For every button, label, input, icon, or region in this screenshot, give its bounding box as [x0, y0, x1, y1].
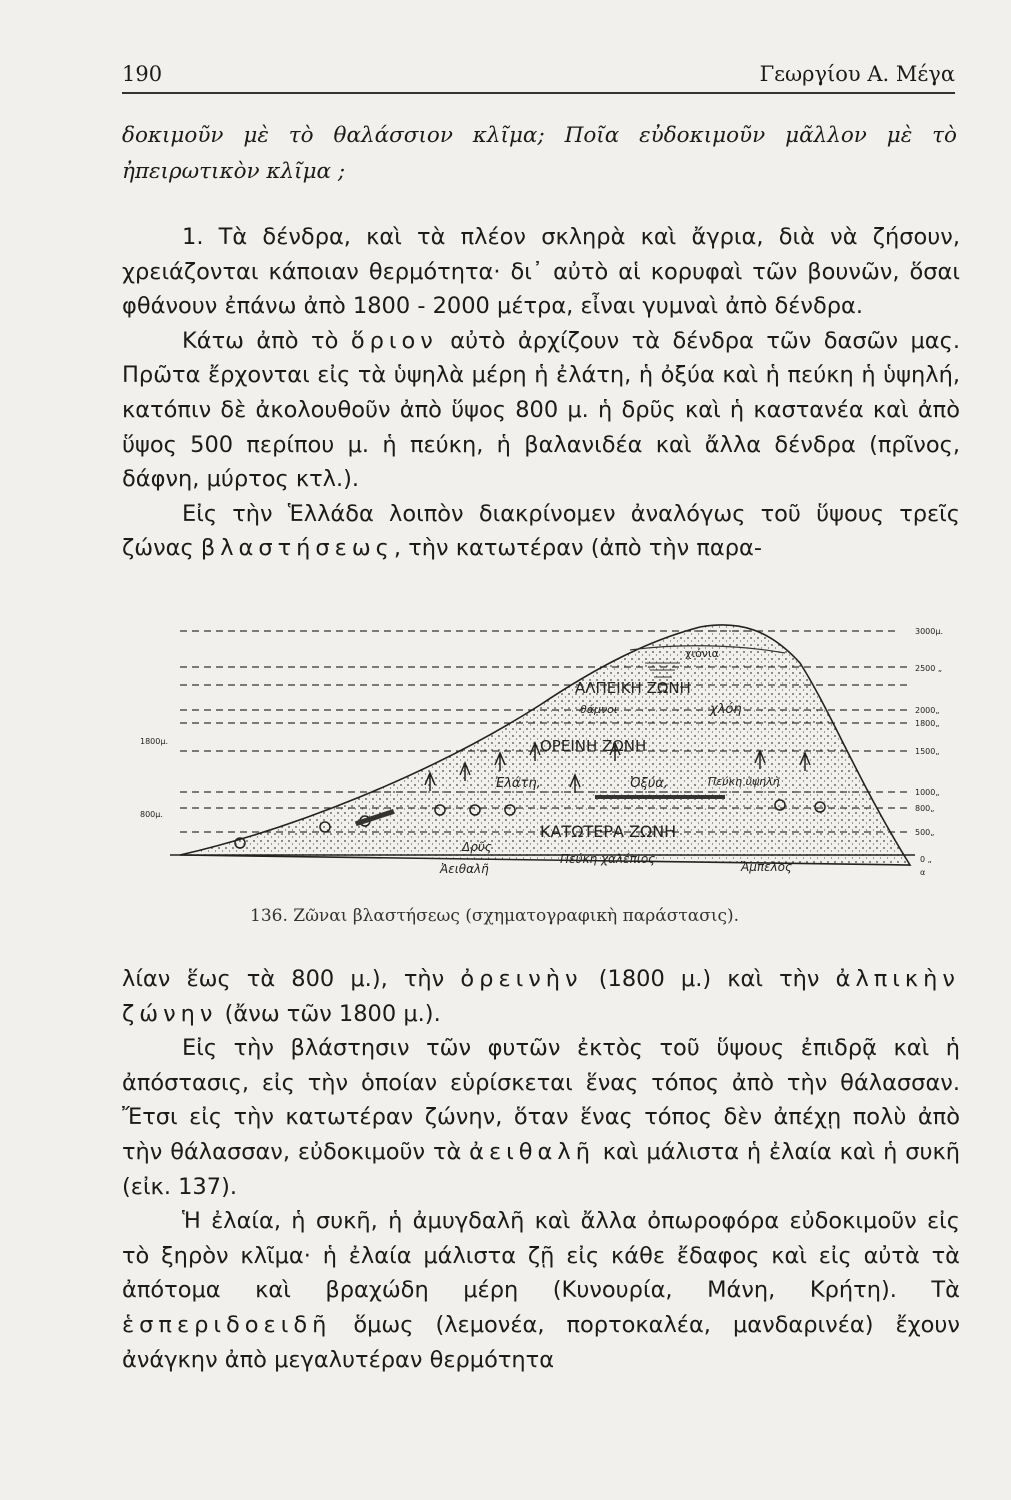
paragraph-4-mid: (1800 μ.) καὶ τὴν	[582, 966, 836, 992]
running-author: Γεωργίου Α. Μέγα	[759, 62, 955, 86]
left-alt-1800: 1800μ.	[140, 737, 168, 746]
bushes-label: θάμνοι	[580, 703, 618, 716]
paragraph-6-spaced: ἑσπεριδοειδῆ	[122, 1311, 332, 1338]
evergreen-label: Ἀειθαλῆ	[440, 862, 489, 876]
mountain-zone-term: ὀρεινὴν	[460, 966, 583, 992]
alt-3000: 3000μ.	[915, 627, 943, 636]
fir-label: Ἐλάτη,	[495, 776, 541, 791]
upper-text	[122, 220, 960, 566]
snow-label: χιόνια	[685, 647, 719, 660]
alt-2000: 2000„	[915, 706, 940, 715]
paragraph-3	[122, 497, 960, 566]
paragraph-3-spaced: βλαστήσεως	[200, 535, 394, 562]
alt-1500: 1500„	[915, 747, 940, 756]
alt-800: 800„	[915, 804, 935, 813]
alpine-zone-term: ἀλπικὴν ζώνην	[122, 966, 961, 1027]
paragraph-2	[122, 324, 960, 497]
intro-question	[122, 118, 957, 190]
vines-label: Ἄμπελος	[740, 860, 793, 874]
page-number: 190	[122, 62, 163, 86]
paragraph-3-end: , τὴν κατωτέραν (ἀπὸ τὴν παρα-	[393, 535, 762, 562]
intro-question-text: δοκιμοῦν μὲ τὸ θαλάσσιον κλῖμα; Ποῖα εὐδοκιμοῦν μᾶλλον μὲ τὸ ἠπειρωτικὸν κλῖμα ;	[122, 123, 957, 184]
beech-label: Ὀξύα,	[630, 776, 668, 791]
alt-marker-a: α	[920, 868, 926, 877]
left-alt-800: 800μ.	[140, 810, 163, 819]
coastal-pine-label: Πεύκη χαλέπιος	[560, 852, 656, 866]
alt-500: 500„	[915, 828, 935, 837]
paragraph-3-start: Εἰς τὴν Ἑλλάδα λοιπὸν διακρίνομεν ἀναλόγως τοῦ ὕψους τρεῖς ζώνας	[122, 500, 960, 562]
alt-0: 0 „	[920, 855, 932, 864]
paragraph-6	[122, 1204, 960, 1377]
alpine-zone-label: ΑΛΠΕΙΚΗ ΖΩΝΗ	[575, 679, 691, 697]
paragraph-6-end: ὅμως (λεμονέα, πορτοκαλέα, μανδαρινέα) ἔχουν ἀνάγκην ἀπὸ μεγαλυτέραν θερμότητα	[122, 1311, 960, 1373]
paragraph-2-end: αὐτὸ ἀρχίζουν τὰ δένδρα τῶν δασῶν μας. Πρῶτα ἔρχονται εἰς τὰ ὑψηλὰ μέρη ἡ ἐλάτη, ἡ ὀξύα καὶ ἡ πεύκη ἡ ὑψηλή, κατόπιν δὲ ἀκολουθοῦν ἀπὸ ὕψος 800 μ. ἡ δρῦς καὶ ἡ καστανέα καὶ ἀπὸ ὕψος 500 περίπου μ. ἡ πεύκη, ἡ βαλανιδέα καὶ ἄλλα δένδρα (πρῖνος, δάφνη, μύρτος κτλ.).	[122, 327, 960, 493]
paragraph-5-spaced: ἀειθαλῆ	[469, 1138, 595, 1165]
oak-label: Δρῦς	[462, 840, 492, 854]
grass-label: χλόη	[710, 702, 742, 717]
paragraph-4-end: (ἄνω τῶν 1800 μ.).	[217, 1000, 441, 1027]
paragraph-5-end: καὶ μάλιστα ἡ ἐλαία καὶ ἡ συκῆ (εἰκ. 137).	[122, 1138, 960, 1200]
lower-text	[122, 962, 960, 1377]
vegetation-zones-figure	[140, 615, 970, 905]
high-pine-label: Πεύκη ὑψηλὴ	[708, 775, 780, 788]
paragraph-5-start: Εἰς τὴν βλάστησιν τῶν φυτῶν ἐκτὸς τοῦ ὕψους ἐπιδρᾷ καὶ ἡ ἀπόστασις, εἰς τὴν ὁποίαν εὑρίσκεται ἕνας τόπος ἀπὸ τὴν θάλασσαν. Ἔτσι εἰς τὴν κατωτέραν ζώνην, ὅταν ἕνας τόπος δὲν ἀπέχῃ πολὺ ἀπὸ τὴν θάλασσαν, εὐδοκιμοῦν τὰ	[122, 1035, 960, 1165]
lower-zone-label: ΚΑΤΩΤΕΡΑ ΖΩΝΗ	[540, 822, 677, 841]
paragraph-4-start: λίαν ἕως τὰ 800 μ.), τὴν	[122, 966, 461, 992]
paragraph-2-start: Κάτω ἀπὸ τὸ	[182, 327, 351, 354]
paragraph-4	[122, 962, 960, 1031]
paragraph-5	[122, 1031, 960, 1204]
alt-1000: 1000„	[915, 788, 940, 797]
mountain-zone-label: ΟΡΕΙΝΗ ΖΩΝΗ	[540, 737, 647, 755]
paragraph-1: 1. Τὰ δένδρα, καὶ τὰ πλέον σκληρὰ καὶ ἄγρια, διὰ νὰ ζήσουν, χρειάζονται κάποιαν θερμότητα· δι᾽ αὐτὸ αἱ κορυφαὶ τῶν βουνῶν, ὅσαι φθάνουν ἐπάνω ἀπὸ 1800 - 2000 μέτρα, εἶναι γυμναὶ ἀπὸ δένδρα.	[122, 224, 960, 320]
alt-1800: 1800„	[915, 719, 940, 728]
alt-2500: 2500 „	[915, 664, 943, 673]
page-header	[122, 58, 955, 94]
paragraph-6-start: Ἡ ἐλαία, ἡ συκῆ, ἡ ἀμυγδαλῆ καὶ ἄλλα ὀπωροφόρα εὐδοκιμοῦν εἰς τὸ ξηρὸν κλῖμα· ἡ ἐλαία μάλιστα ζῇ εἰς κάθε ἔδαφος καὶ εἰς αὐτὰ τὰ ἀπότομα καὶ βραχώδη μέρη (Κυνουρία, Μάνη, Κρήτη). Τὰ	[122, 1208, 960, 1304]
paragraph-2-spaced: ὅριον	[350, 327, 438, 354]
figure-caption: 136. Ζῶναι βλαστήσεως (σχηματογραφικὴ παράστασις).	[250, 906, 740, 926]
